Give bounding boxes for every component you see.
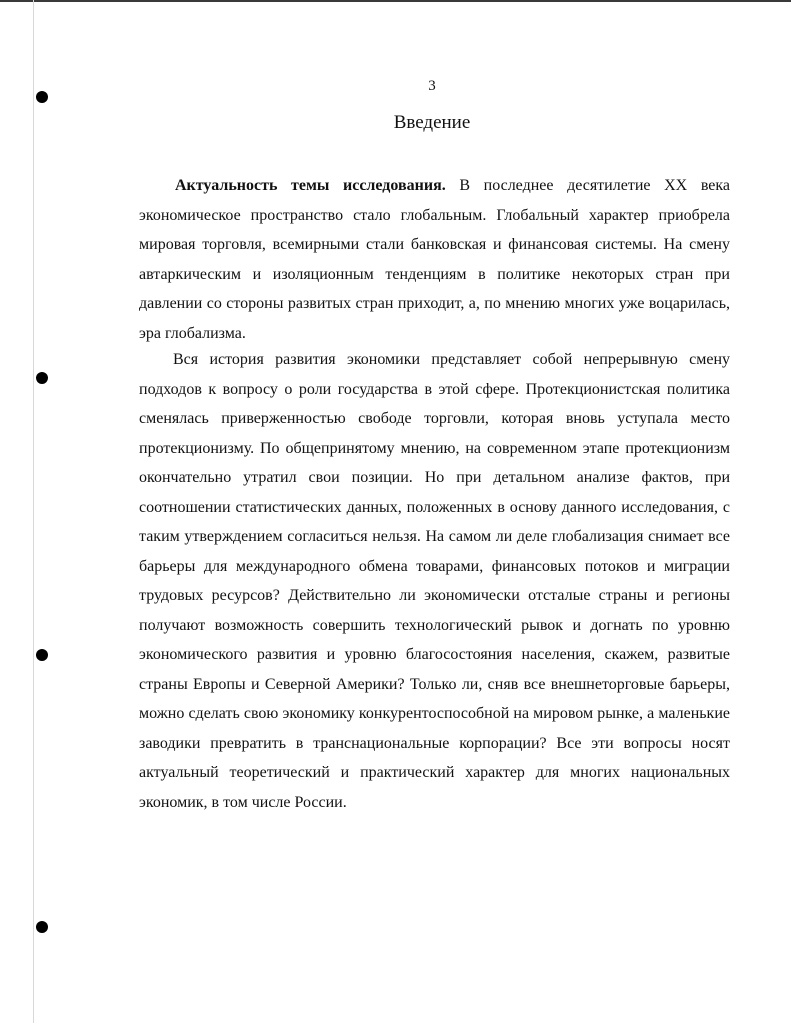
- page-title: Введение: [393, 112, 471, 133]
- paragraph-text: В последнее десятилетие XX века экономическое пространство стало глобальным. Глобальный характер приобрела мировая торговля, всемирными стали банковская и финансовая системы. На смену автаркическим и изоляционным тенденциям в политике некоторых стран при давлении со стороны развитых стран приходит, а, по мнению многих уже воцарилась, эра глобализма.: [139, 177, 731, 342]
- scan-top-edge: [0, 0, 791, 2]
- punch-hole: [36, 649, 48, 661]
- page-number: 3: [428, 78, 436, 94]
- paragraph-history: [139, 345, 730, 817]
- paragraph-relevance: [139, 171, 730, 348]
- paragraph-lead: Актуальность темы исследования.: [175, 177, 446, 194]
- paragraph-text: Вся история развития экономики представляет собой непрерывную смену подходов к вопросу о роли государства в этой сфере. Протекционистская политика сменялась приверженностью свободе торговли, которая вновь уступала место протекционизму. По общепринятому мнению, на современном этапе протекционизм окончательно утратил свои позиции. Но при детальном анализе фактов, при соотношении статистических данных, положенных в основу данного исследования, с таким утверждением согласиться нельзя. На самом ли деле глобализация снимает все барьеры для международного обмена товарами, финансовых потоков и миграции трудовых ресурсов? Действительно ли экономически отсталые страны и регионы получают возможность совершить технологический рывок и догнать по уровню экономического развития и уровню благосостояния населения, скажем, развитые страны Европы и Северной Америки? Только ли, сняв все внешнеторговые барьеры, можно сделать свою экономику конкурентоспособной на мировом рынке, а маленькие заводики превратить в транснациональные корпорации? Все эти вопросы носят актуальный теоретический и практический характер для многих национальных экономик, в том числе России.: [139, 351, 730, 811]
- punch-hole: [36, 921, 48, 933]
- punch-hole: [36, 372, 48, 384]
- scan-left-edge: [33, 0, 34, 1023]
